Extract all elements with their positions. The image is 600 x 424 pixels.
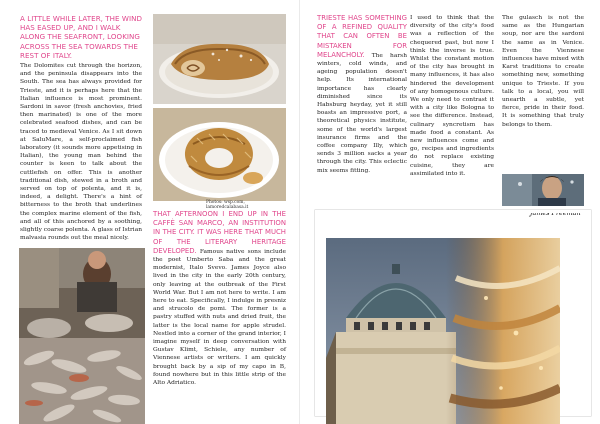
church-dome-illustration xyxy=(326,238,560,424)
body-paragraph-seafood: The Dolomites cut through the horizon, and the peninsula disappears into the South. The sea has always provided for Trieste, and it is perhaps here that the Italian influence is most prominent. Sardoni in savor (fresh anchovies, fried then marinated) is one of the more celebrated seafood dishes, and can be traced to medieval Venice. As I sit down at SaluMare, a self-proclaimed fish laboratory (it sounds more appetising in Italian), the young man behind the counter is keen to talk about the cuttlefish on offer. This is another traditional dish, stewed in a broth and served on top of polenta, and it is, indeed, a delight. There's a hint of bitterness to the broth that underlines the complex marine element of the fish, and all of this anchored by a soothing, slightly coarse polenta. A glass of Istrian malvasia rounds out the meal nicely. xyxy=(20,63,143,242)
right-column-3 xyxy=(502,14,584,129)
presnitz-photo xyxy=(153,108,286,201)
lead-paragraph-cafe: THAT AFTERNOON I END UP IN THE CAFFÈ SAN MARCO, AN INSTITUTION IN THE CITY. IT WAS HERE THAT MUCH OF THE LITERARY HERITAGE DEVELOPED. xyxy=(153,210,286,255)
lead-paragraph-seafront: A LITTLE WHILE LATER, THE WIND HAS EASED UP, AND I WALK ALONG THE SEAFRONT, LOOKING ACROSS THE SEA TOWARDS THE REST OF ITALY. xyxy=(20,14,142,60)
body-paragraph-trieste xyxy=(317,14,407,175)
right-column-1 xyxy=(317,14,407,175)
fish-market-photo xyxy=(19,248,145,424)
body-paragraph-diversity: I used to think that the diversity of the city's food was a reflection of the chequered past, but now I think the inverse is true. Whilst the constant motion of the city has brought in many influences, it has also hindered the development of any homogenous culture. We only need to contrast it with a city like Bologna to see the difference. Instead, culinary syncretism has made food a constant. As new influences come and go, recipes and ingredients do not replace existing cuisine, they are assimilated into it. xyxy=(410,15,494,177)
left-column-2 xyxy=(153,210,286,387)
author-name: James Freeman xyxy=(530,209,581,217)
left-column-1 xyxy=(20,14,142,242)
presnitz-illustration xyxy=(153,108,286,201)
church-carousel-photo xyxy=(326,238,560,424)
photo-caption: Photos: wsp.com, lamoredcalabasa.it xyxy=(206,200,249,210)
strudel-photo xyxy=(153,14,286,104)
right-page xyxy=(300,0,600,424)
body-text-trieste: The harsh winters, cold winds, and ageing population doesn't help. Its international importance has clearly diminished since its Habsburg heyday, yet it still boasts an impressive port, a theoretical physics institute, some of the world's largest insurance firms and the coffee company Illy, which sends 3 million sacks a year through the city. This eclectic mix seems fitting. xyxy=(317,52,407,174)
right-column-2 xyxy=(410,14,494,178)
author-photo xyxy=(502,174,584,206)
strudel-illustration xyxy=(153,14,286,104)
author-portrait xyxy=(502,174,584,206)
body-text-cafe: Famous native sons include the poet Umberto Saba and the great modernist, Italo Svevo. James Joyce also lived in the city in the early 20th century, only leaving at the outbreak of the First World War. But I am not here to write. I am here to eat. Specifically, I indulge in presniz and strucolo de pomi. The former is a pastry stuffed with nuts and dried fruit, the latter is the local name for apple strudel. Nestled into a corner of the grand interior, I imagine myself in deep conversation with Gustav Klimt, Schiele, any number of Viennese artists or writers. I am quickly brought back by a sip of my capo in B, found nowhere but in this little strip of the Alto Adriatico. xyxy=(153,248,286,387)
body-paragraph-gulasch: The gulasch is not the same as the Hungarian soup, nor are the sardoni the same as in Venice. Even the Viennese influences have mixed with Karst traditions to create something new, something unique to Trieste. If you talk to a local, you will unearth a subtle, yet fierce, pride in their food. It is something that truly belongs to them. xyxy=(502,15,584,128)
body-paragraph-cafe xyxy=(153,210,286,387)
fish-market-illustration xyxy=(19,248,145,424)
lead-paragraph-trieste: TRIESTE HAS SOMETHING OF A REFINED QUALITY THAT CAN OFTEN BE MISTAKEN FOR MELANCHOLY. xyxy=(317,14,407,59)
